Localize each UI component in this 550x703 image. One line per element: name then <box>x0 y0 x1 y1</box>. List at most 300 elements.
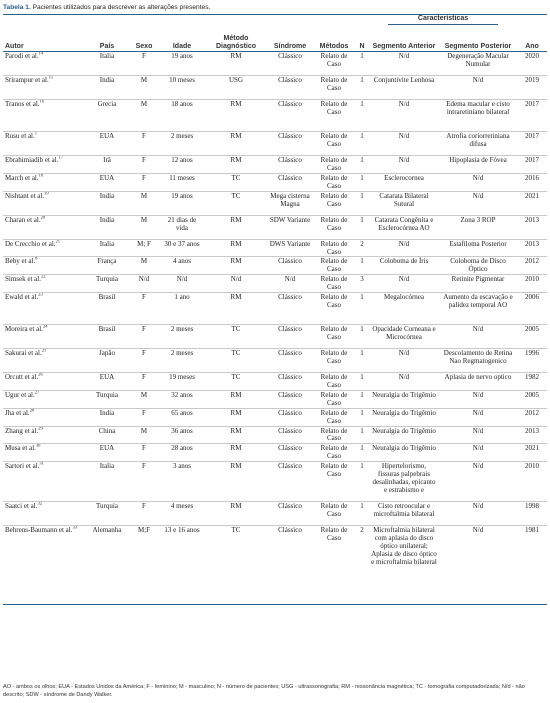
author-name: Saatci et al. <box>5 502 38 511</box>
cell-posterior-segment: N/d <box>439 173 517 191</box>
cell-sex: F <box>129 173 159 191</box>
cell-posterior-segment: N/d <box>439 502 517 526</box>
cell-year: 2021 <box>517 191 547 215</box>
patients-table <box>3 15 547 605</box>
cell-country: India <box>85 408 129 426</box>
cell-year: 2013 <box>517 215 547 239</box>
cell-posterior-segment: Aplasia de nervo optico <box>439 373 517 391</box>
cell-study-method: Relato de Caso <box>313 373 355 391</box>
cell-anterior-segment: Microftalmia bilateral com aplasia do disco óptico unilateral; Aplasia de disco óptico e microftalmia bilateral <box>369 526 439 605</box>
header-sindrome: Síndrome <box>267 25 313 52</box>
cell-country: China <box>85 426 129 444</box>
cell-n: 1 <box>355 76 369 100</box>
cell-year: 2012 <box>517 408 547 426</box>
cell-author <box>3 426 85 444</box>
cell-study-method: Relato de Caso <box>313 390 355 408</box>
cell-syndrome: Clássico <box>267 373 313 391</box>
cell-country: Turquia <box>85 275 129 293</box>
author-name: Charan et al. <box>5 215 41 224</box>
cell-n: 1 <box>355 293 369 325</box>
cell-study-method: Relato de Caso <box>313 408 355 426</box>
cell-anterior-segment: Conjuntivite Lenhosa <box>369 76 439 100</box>
cell-study-method: Relato de Caso <box>313 502 355 526</box>
header-autor: Autor <box>3 25 85 52</box>
cell-diagnostic-method: RM <box>205 444 267 462</box>
cell-posterior-segment: N/d <box>439 390 517 408</box>
cell-syndrome: Clássico <box>267 426 313 444</box>
cell-diagnostic-method: USG <box>205 76 267 100</box>
author-name: Sakurai et al. <box>5 349 42 358</box>
table-row <box>3 156 547 174</box>
cell-anterior-segment: N/d <box>369 156 439 174</box>
author-name: Ugur et al. <box>5 390 35 399</box>
table-row <box>3 100 547 132</box>
cell-anterior-segment: Catarata Congênita e Esclerocórnea AO <box>369 215 439 239</box>
header-group-caracteristicas: Características <box>369 15 517 25</box>
reference-number: 23 <box>38 292 43 297</box>
cell-country: Grecia <box>85 100 129 132</box>
cell-year: 1996 <box>517 349 547 373</box>
cell-country: Turquia <box>85 502 129 526</box>
cell-posterior-segment: Degeneração Macular Numular <box>439 52 517 76</box>
cell-age: 18 anos <box>159 100 205 132</box>
cell-syndrome: Clássico <box>267 349 313 373</box>
cell-anterior-segment: Neuralgia do Trigêmio <box>369 408 439 426</box>
cell-n: 1 <box>355 408 369 426</box>
cell-study-method: Relato de Caso <box>313 526 355 605</box>
cell-anterior-segment: N/d <box>369 239 439 257</box>
cell-n: 1 <box>355 462 369 502</box>
cell-year: 1998 <box>517 502 547 526</box>
cell-study-method: Relato de Caso <box>313 191 355 215</box>
cell-sex: F <box>129 373 159 391</box>
cell-year: 2010 <box>517 462 547 502</box>
cell-sex: F <box>129 132 159 156</box>
reference-number: 1 <box>34 131 37 136</box>
reference-number: 30 <box>35 443 41 448</box>
cell-country: Italia <box>85 239 129 257</box>
cell-study-method: Relato de Caso <box>313 173 355 191</box>
cell-syndrome: N/d <box>267 275 313 293</box>
reference-number: 28 <box>29 408 35 413</box>
author-name: Simsek et al. <box>5 275 41 284</box>
table-row <box>3 408 547 426</box>
author-name: Zhang et al. <box>5 426 39 435</box>
table-row <box>3 215 547 239</box>
cell-diagnostic-method: RM <box>205 390 267 408</box>
reference-number: 18 <box>38 173 44 178</box>
cell-year: 2016 <box>517 173 547 191</box>
cell-n: 1 <box>355 502 369 526</box>
cell-sex: F <box>129 444 159 462</box>
cell-author <box>3 502 85 526</box>
header-sexo: Sexo <box>129 25 159 52</box>
cell-anterior-segment: Neuralgia do Trigêmio <box>369 390 439 408</box>
cell-syndrome: Clássico <box>267 462 313 502</box>
reference-number: 20 <box>40 215 46 220</box>
cell-posterior-segment: N/d <box>439 462 517 502</box>
cell-posterior-segment: N/d <box>439 426 517 444</box>
cell-age: 10 meses <box>159 76 205 100</box>
cell-study-method: Relato de Caso <box>313 132 355 156</box>
table-row <box>3 373 547 391</box>
header-n: N <box>355 25 369 52</box>
reference-number: 19 <box>44 191 49 196</box>
cell-country: Irã <box>85 156 129 174</box>
cell-author <box>3 293 85 325</box>
cell-anterior-segment: Esclerocornea <box>369 173 439 191</box>
header-ano: Ano <box>517 25 547 52</box>
author-name: Beby et al. <box>5 257 36 266</box>
reference-number: 29 <box>38 426 43 431</box>
cell-syndrome: Clássico <box>267 502 313 526</box>
cell-posterior-segment: N/d <box>439 408 517 426</box>
cell-year: 2010 <box>517 275 547 293</box>
cell-anterior-segment: N/d <box>369 373 439 391</box>
table-row <box>3 76 547 100</box>
reference-number: 31 <box>39 461 44 466</box>
table-caption <box>3 2 547 13</box>
cell-diagnostic-method: RM <box>205 156 267 174</box>
cell-n: 1 <box>355 325 369 349</box>
table-footnote: AO - ambos os olhos; EUA - Estados Unidos da América; F - feminino; M - masculino; N - número de pacientes; USG - ultrassonografia; RM - ressonância magnética; TC - tomografia computadorizada; N/d - não descrito; SDW - síndrome de Dandy Walker. <box>3 684 525 698</box>
cell-syndrome: Clássico <box>267 156 313 174</box>
cell-anterior-segment: N/d <box>369 100 439 132</box>
cell-sex: M <box>129 76 159 100</box>
cell-sex: M <box>129 191 159 215</box>
cell-diagnostic-method: TC <box>205 526 267 605</box>
table-row <box>3 257 547 275</box>
cell-study-method: Relato de Caso <box>313 275 355 293</box>
table-row <box>3 444 547 462</box>
table-body <box>3 52 547 605</box>
cell-author <box>3 373 85 391</box>
cell-age: 4 anos <box>159 257 205 275</box>
cell-country: Alemanha <box>85 526 129 605</box>
cell-author <box>3 462 85 502</box>
cell-author <box>3 526 85 605</box>
cell-age: 21 dias de vida <box>159 215 205 239</box>
cell-posterior-segment: Estafiloma Posterior <box>439 239 517 257</box>
cell-syndrome: Clássico <box>267 390 313 408</box>
cell-sex: M <box>129 390 159 408</box>
cell-sex: F <box>129 349 159 373</box>
cell-author <box>3 444 85 462</box>
table-row <box>3 390 547 408</box>
cell-diagnostic-method: TC <box>205 191 267 215</box>
author-name: Rusu et al. <box>5 132 35 140</box>
cell-country: EUA <box>85 444 129 462</box>
cell-diagnostic-method: N/d <box>205 275 267 293</box>
cell-sex: M <box>129 100 159 132</box>
cell-country: Japão <box>85 349 129 373</box>
author-name: De Crecchio et al. <box>5 239 56 248</box>
table-row <box>3 52 547 76</box>
cell-syndrome: Clássico <box>267 444 313 462</box>
cell-diagnostic-method: TC <box>205 325 267 349</box>
reference-number: 16 <box>39 99 45 104</box>
cell-diagnostic-method: RM <box>205 426 267 444</box>
cell-sex: F <box>129 52 159 76</box>
cell-posterior-segment: N/d <box>439 444 517 462</box>
cell-diagnostic-method: RM <box>205 257 267 275</box>
cell-anterior-segment: Coloboma de Íris <box>369 257 439 275</box>
author-name: Jha et al. <box>5 408 30 417</box>
cell-study-method: Relato de Caso <box>313 349 355 373</box>
cell-anterior-segment: Cisto retroocular e microftalmia bilateral <box>369 502 439 526</box>
cell-author <box>3 191 85 215</box>
cell-n: 1 <box>355 191 369 215</box>
table-row <box>3 191 547 215</box>
table-row <box>3 173 547 191</box>
cell-sex: M;F <box>129 526 159 605</box>
cell-posterior-segment: Edema macular e cisto intraretiniano bilateral <box>439 100 517 132</box>
table-row <box>3 325 547 349</box>
cell-country: India <box>85 76 129 100</box>
reference-number: 21 <box>55 239 61 244</box>
cell-year: 2021 <box>517 444 547 462</box>
author-name: Orcutt et al. <box>5 373 39 382</box>
cell-anterior-segment: N/d <box>369 349 439 373</box>
cell-year: 2017 <box>517 100 547 132</box>
author-name: March et al. <box>5 173 39 182</box>
reference-number: 17 <box>58 155 63 160</box>
table-row <box>3 275 547 293</box>
cell-posterior-segment: Retinite Pigmentar <box>439 275 517 293</box>
cell-sex: F <box>129 156 159 174</box>
cell-sex: M <box>129 215 159 239</box>
cell-n: 1 <box>355 444 369 462</box>
cell-age: 13 e 16 anos <box>159 526 205 605</box>
caption-text: Pacientes utilizados para descrever as alterações presentes. <box>32 4 211 11</box>
header-idade: Idade <box>159 25 205 52</box>
cell-posterior-segment: Atrofia coriorretiniana difusa <box>439 132 517 156</box>
cell-n: 1 <box>355 426 369 444</box>
header-spacer <box>3 15 369 25</box>
cell-country: EUA <box>85 132 129 156</box>
reference-number: 15 <box>48 75 54 80</box>
cell-n: 3 <box>355 275 369 293</box>
cell-syndrome: Clássico <box>267 76 313 100</box>
table-row <box>3 349 547 373</box>
cell-age: 32 anos <box>159 390 205 408</box>
cell-syndrome: Clássico <box>267 52 313 76</box>
cell-author <box>3 239 85 257</box>
cell-year: 2012 <box>517 257 547 275</box>
table-row <box>3 462 547 502</box>
reference-number: 8 <box>35 256 38 262</box>
cell-study-method: Relato de Caso <box>313 100 355 132</box>
cell-year: 2005 <box>517 325 547 349</box>
cell-age: 2 meses <box>159 325 205 349</box>
cell-n: 1 <box>355 156 369 174</box>
cell-country: Brasil <box>85 293 129 325</box>
cell-age: 3 anos <box>159 462 205 502</box>
header-metodos: Métodos <box>313 25 355 52</box>
cell-author <box>3 132 85 156</box>
cell-year: 2017 <box>517 132 547 156</box>
cell-n: 2 <box>355 239 369 257</box>
cell-study-method: Relato de Caso <box>313 257 355 275</box>
cell-diagnostic-method: RM <box>205 408 267 426</box>
cell-study-method: Relato de Caso <box>313 239 355 257</box>
cell-author <box>3 408 85 426</box>
cell-country: India <box>85 215 129 239</box>
cell-posterior-segment: Zona 3 ROP <box>439 215 517 239</box>
header-metodo-diagnostico: Método Diagnóstico <box>205 25 267 52</box>
cell-age: 19 meses <box>159 373 205 391</box>
cell-age: 1 ano <box>159 293 205 325</box>
cell-country: Italia <box>85 52 129 76</box>
cell-year: 2020 <box>517 52 547 76</box>
cell-country: EUA <box>85 173 129 191</box>
cell-age: 2 meses <box>159 349 205 373</box>
cell-syndrome: Clássico <box>267 173 313 191</box>
cell-sex: F <box>129 293 159 325</box>
cell-author <box>3 349 85 373</box>
cell-syndrome: Clássico <box>267 100 313 132</box>
cell-sex: F <box>129 462 159 502</box>
author-name: Musa et al. <box>5 444 36 453</box>
reference-number: 33 <box>72 525 77 530</box>
cell-study-method: Relato de Caso <box>313 325 355 349</box>
cell-diagnostic-method: TC <box>205 173 267 191</box>
cell-anterior-segment: N/d <box>369 132 439 156</box>
cell-sex: F <box>129 325 159 349</box>
cell-country: Brasil <box>85 325 129 349</box>
cell-posterior-segment: Descolamento de Retina Nao Regmatogenico <box>439 349 517 373</box>
cell-sex: M <box>129 257 159 275</box>
cell-age: 65 anos <box>159 408 205 426</box>
cell-anterior-segment: Neuralgia do Trigêmio <box>369 444 439 462</box>
cell-posterior-segment: Coloboma de Disco Óptico <box>439 257 517 275</box>
cell-age: 19 anos <box>159 191 205 215</box>
cell-anterior-segment: Catarata Bilateral Sutural <box>369 191 439 215</box>
cell-syndrome: SDW Variante <box>267 215 313 239</box>
cell-posterior-segment: N/d <box>439 526 517 605</box>
cell-posterior-segment: N/d <box>439 325 517 349</box>
cell-country: India <box>85 191 129 215</box>
table-row <box>3 526 547 605</box>
cell-diagnostic-method: RM <box>205 239 267 257</box>
cell-year: 2019 <box>517 76 547 100</box>
author-name: Nishtant et al. <box>5 191 45 200</box>
cell-sex: F <box>129 408 159 426</box>
cell-syndrome: Clássico <box>267 293 313 325</box>
cell-study-method: Relato de Caso <box>313 426 355 444</box>
cell-study-method: Relato de Caso <box>313 52 355 76</box>
cell-posterior-segment: Aumento da escavação e palidez temporal AO <box>439 293 517 325</box>
cell-country: Italia <box>85 462 129 502</box>
cell-sex: M <box>129 426 159 444</box>
table-row <box>3 239 547 257</box>
cell-author <box>3 173 85 191</box>
cell-author <box>3 156 85 174</box>
cell-study-method: Relato de Caso <box>313 156 355 174</box>
cell-study-method: Relato de Caso <box>313 293 355 325</box>
cell-anterior-segment: Opacidade Corneana e Microcórnea <box>369 325 439 349</box>
cell-country: França <box>85 257 129 275</box>
cell-author <box>3 275 85 293</box>
table-row <box>3 132 547 156</box>
cell-syndrome: Clássico <box>267 526 313 605</box>
cell-study-method: Relato de Caso <box>313 215 355 239</box>
cell-age: 28 anos <box>159 444 205 462</box>
cell-age: 11 meses <box>159 173 205 191</box>
cell-year: 1981 <box>517 526 547 605</box>
header-segmento-anterior: Segmento Anterior <box>369 25 439 52</box>
author-name: Ewald et al. <box>5 293 39 302</box>
cell-anterior-segment: N/d <box>369 52 439 76</box>
cell-diagnostic-method: RM <box>205 132 267 156</box>
cell-diagnostic-method: RM <box>205 462 267 502</box>
reference-number: 27 <box>34 390 40 395</box>
cell-age: 36 anos <box>159 426 205 444</box>
cell-diagnostic-method: RM <box>205 502 267 526</box>
table-row <box>3 426 547 444</box>
cell-syndrome: Clássico <box>267 132 313 156</box>
table-row <box>3 293 547 325</box>
cell-year: 2013 <box>517 239 547 257</box>
cell-author <box>3 325 85 349</box>
reference-number: 32 <box>37 501 42 506</box>
cell-anterior-segment: Megalocórnea <box>369 293 439 325</box>
author-name: Sartori et al. <box>5 462 40 471</box>
cell-year: 2006 <box>517 293 547 325</box>
cell-age: N/d <box>159 275 205 293</box>
author-name: Tranos et al. <box>5 100 40 108</box>
cell-author <box>3 257 85 275</box>
cell-diagnostic-method: TC <box>205 373 267 391</box>
cell-anterior-segment: N/d <box>369 275 439 293</box>
cell-syndrome: DWS Variante <box>267 239 313 257</box>
author-name: Moreira et al. <box>5 325 43 334</box>
cell-country: EUA <box>85 373 129 391</box>
table-row <box>3 502 547 526</box>
cell-n: 1 <box>355 390 369 408</box>
cell-age: 19 anos <box>159 52 205 76</box>
cell-diagnostic-method: RM <box>205 293 267 325</box>
cell-age: 2 meses <box>159 132 205 156</box>
cell-anterior-segment: Neuralgia do Trigêmio <box>369 426 439 444</box>
header-pais: País <box>85 25 129 52</box>
cell-posterior-segment: Hipoplasia de Fóvea <box>439 156 517 174</box>
cell-n: 1 <box>355 215 369 239</box>
cell-author <box>3 215 85 239</box>
cell-anterior-segment: Hipertelorismo, fissuras palpebrais desalinhadas, epicanto e estrabismo e <box>369 462 439 502</box>
cell-author <box>3 390 85 408</box>
cell-author <box>3 52 85 76</box>
cell-sex: N/d <box>129 275 159 293</box>
cell-diagnostic-method: RM <box>205 100 267 132</box>
cell-syndrome: Clássico <box>267 325 313 349</box>
cell-study-method: Relato de Caso <box>313 444 355 462</box>
cell-age: 12 anos <box>159 156 205 174</box>
author-name: Srirampur et al. <box>5 76 49 84</box>
cell-author <box>3 76 85 100</box>
cell-year: 2005 <box>517 390 547 408</box>
cell-n: 1 <box>355 52 369 76</box>
author-name: Parodi et al. <box>5 52 39 60</box>
header-spacer-year <box>517 15 547 25</box>
caption-label: Tabela 1. <box>3 4 31 11</box>
cell-sex: F <box>129 502 159 526</box>
cell-posterior-segment: N/d <box>439 191 517 215</box>
cell-n: 1 <box>355 100 369 132</box>
reference-number: 24 <box>42 324 48 329</box>
cell-author <box>3 100 85 132</box>
cell-syndrome: Clássico <box>267 408 313 426</box>
